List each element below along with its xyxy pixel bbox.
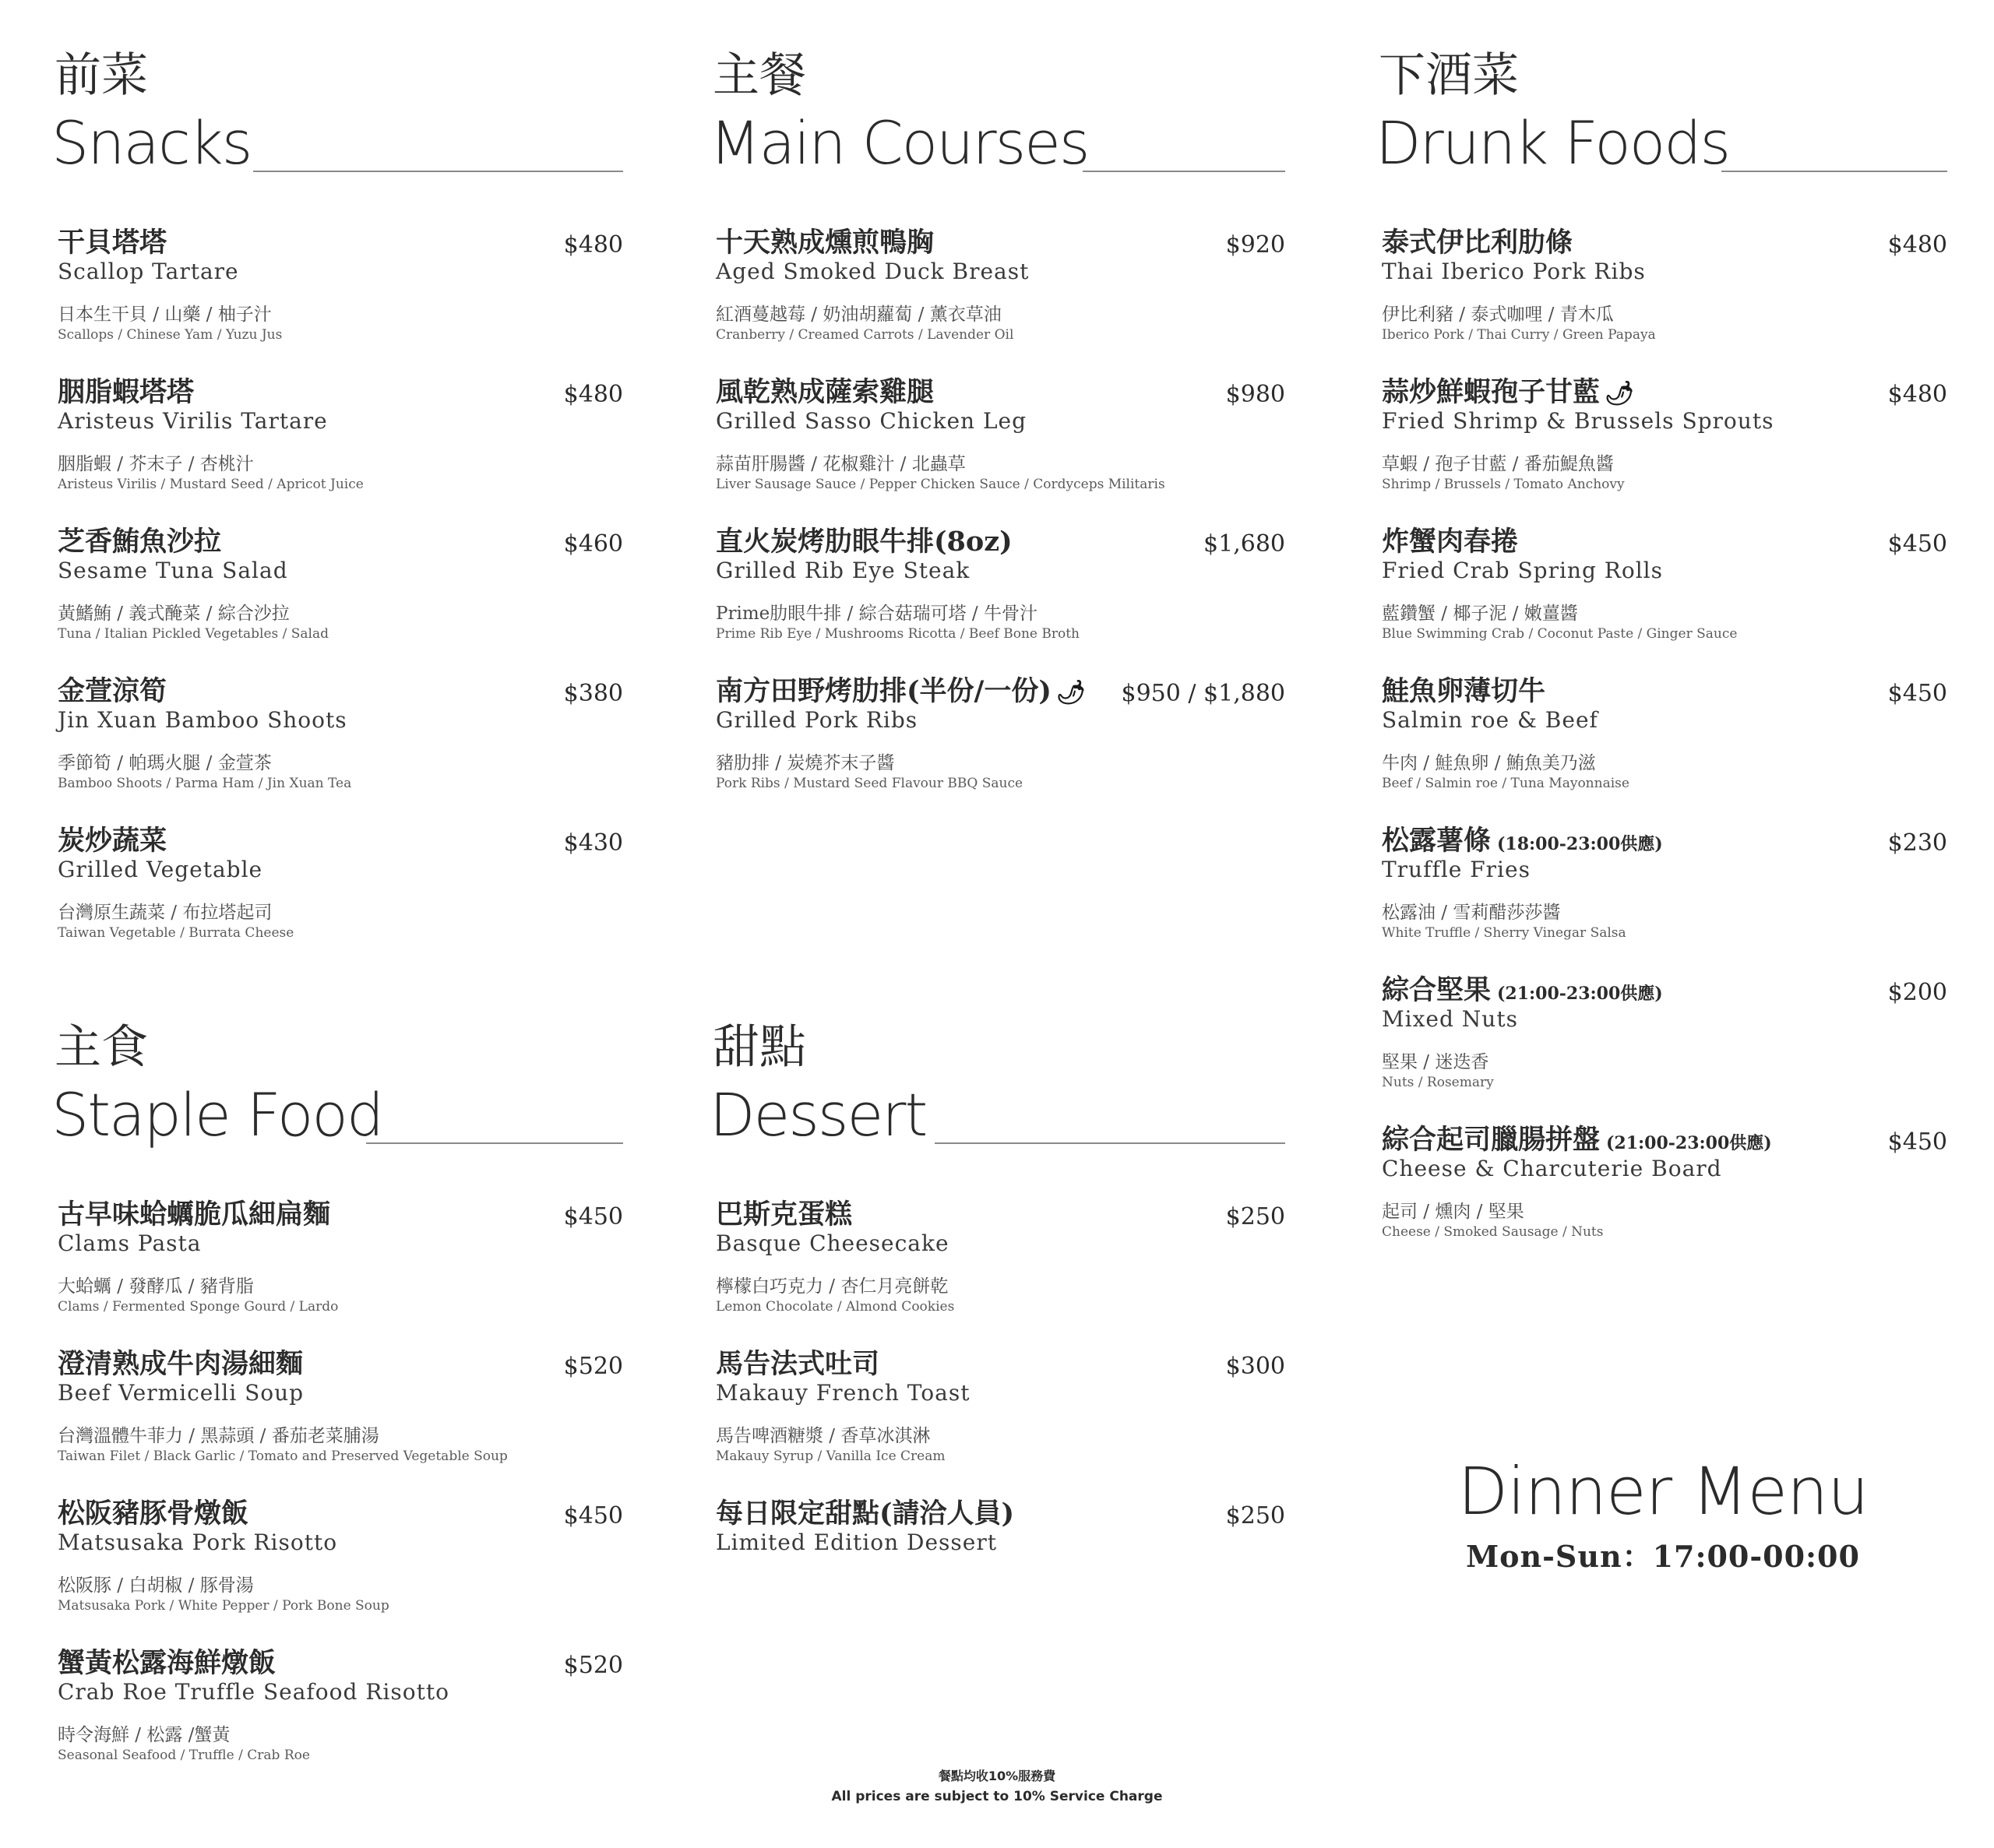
menu-item bbox=[58, 1498, 623, 1648]
ingredients-en: Prime Rib Eye / Mushrooms Ricotta / Beef Bone Broth bbox=[716, 626, 1080, 642]
dish-name-en: Scallop Tartare bbox=[58, 259, 239, 284]
dish-name-zh-text: 金萱涼筍 bbox=[58, 675, 167, 707]
ingredients-zh: 松露油 / 雪莉醋莎莎醬 bbox=[1382, 903, 1561, 923]
service-charge-note-zh: 餐點均收10%服務費 bbox=[938, 1769, 1056, 1783]
serving-time-note: (21:00-23:00供應) bbox=[1497, 984, 1663, 1004]
ingredients-zh: 松阪豚 / 白胡椒 / 豚骨湯 bbox=[58, 1575, 254, 1596]
dish-name-zh bbox=[716, 1199, 852, 1230]
dish-name-zh-text: 炸蟹肉春捲 bbox=[1382, 526, 1519, 558]
dish-name-en: Grilled Pork Ribs bbox=[716, 707, 918, 733]
ingredients-en: Cheese / Smoked Sausage / Nuts bbox=[1382, 1224, 1604, 1240]
dish-name-en: Grilled Sasso Chicken Leg bbox=[716, 408, 1027, 434]
ingredients-en: Clams / Fermented Sponge Gourd / Lardo bbox=[58, 1299, 339, 1315]
ingredients-zh: 草蝦 / 孢子甘藍 / 番茄鯷魚醬 bbox=[1382, 454, 1614, 474]
dish-name-en: Basque Cheesecake bbox=[716, 1230, 949, 1256]
dish-name-zh-text: 古早味蛤蠣脆瓜細扁麵 bbox=[58, 1199, 331, 1230]
dish-name-en: Mixed Nuts bbox=[1382, 1006, 1518, 1032]
section-divider bbox=[253, 171, 623, 172]
ingredients-en: Iberico Pork / Thai Curry / Green Papaya bbox=[1382, 327, 1656, 343]
dish-price: $250 bbox=[1225, 1502, 1285, 1529]
dish-name-en: Aged Smoked Duck Breast bbox=[716, 259, 1030, 284]
dish-name-en: Makauy French Toast bbox=[716, 1380, 971, 1406]
dish-name-zh-text: 松露薯條 bbox=[1382, 825, 1492, 857]
ingredients-zh: 豬肋排 / 炭燒芥末子醬 bbox=[716, 753, 895, 773]
ingredients-en: Seasonal Seafood / Truffle / Crab Roe bbox=[58, 1748, 310, 1763]
menu-item bbox=[716, 1498, 1285, 1648]
menu-item bbox=[58, 377, 623, 526]
menu-item-list bbox=[716, 227, 1285, 825]
dish-name-zh-text: 芝香鮪魚沙拉 bbox=[58, 526, 222, 558]
dish-name-en: Fried Shrimp & Brussels Sprouts bbox=[1382, 408, 1774, 434]
menu-item bbox=[716, 377, 1285, 526]
dish-price: $450 bbox=[1887, 1128, 1947, 1156]
menu-item bbox=[58, 1199, 623, 1349]
menu-item bbox=[716, 676, 1285, 825]
section-title-en: Staple Food bbox=[51, 1080, 383, 1149]
section-staple-food bbox=[51, 1020, 623, 1763]
ingredients-zh: 黃鰭鮪 / 義式醃菜 / 綜合沙拉 bbox=[58, 604, 290, 624]
ingredients-en: Taiwan Vegetable / Burrata Cheese bbox=[58, 925, 294, 941]
dish-price: $200 bbox=[1887, 979, 1947, 1006]
ingredients-en: Taiwan Filet / Black Garlic / Tomato and Preserved Vegetable Soup bbox=[58, 1448, 508, 1464]
dish-name-zh-text: 炭炒蔬菜 bbox=[58, 825, 167, 857]
section-main-courses bbox=[710, 48, 1285, 791]
dish-price: $920 bbox=[1225, 231, 1285, 259]
ingredients-zh: 馬告啤酒糖漿 / 香草冰淇淋 bbox=[716, 1426, 931, 1446]
dish-name-zh bbox=[716, 676, 1086, 709]
section-title-en: Drunk Foods bbox=[1376, 108, 1730, 178]
menu-item bbox=[58, 227, 623, 377]
dish-name-en: Aristeus Virilis Tartare bbox=[58, 408, 328, 434]
dish-price: $950 / $1,880 bbox=[1121, 680, 1285, 707]
ingredients-en: Liver Sausage Sauce / Pepper Chicken Sauce / Cordyceps Militaris bbox=[716, 477, 1165, 492]
dish-name-en: Jin Xuan Bamboo Shoots bbox=[58, 707, 347, 733]
dish-name-zh bbox=[1382, 526, 1518, 558]
chili-pepper-icon: 🌶 bbox=[1605, 380, 1635, 407]
menu-item-list bbox=[58, 227, 623, 975]
dish-name-zh-text: 澄清熟成牛肉湯細麵 bbox=[58, 1348, 304, 1380]
dish-name-zh bbox=[1382, 1125, 1772, 1159]
dish-name-en: Limited Edition Dessert bbox=[716, 1529, 997, 1555]
dish-name-zh bbox=[716, 1498, 1014, 1529]
dish-name-zh bbox=[1382, 377, 1634, 410]
menu-item-list bbox=[716, 1199, 1285, 1648]
dish-name-en: Fried Crab Spring Rolls bbox=[1382, 558, 1664, 583]
dish-name-zh bbox=[1382, 825, 1663, 860]
dish-name-zh-text: 蒜炒鮮蝦孢子甘藍 bbox=[1382, 376, 1601, 408]
section-snacks bbox=[51, 48, 623, 941]
menu-item-list bbox=[58, 1199, 623, 1797]
ingredients-zh: 起司 / 燻肉 / 堅果 bbox=[1382, 1202, 1524, 1222]
dish-name-zh bbox=[58, 227, 167, 259]
dish-name-zh-text: 馬告法式吐司 bbox=[716, 1348, 880, 1380]
dish-price: $300 bbox=[1225, 1353, 1285, 1380]
section-title-zh: 主食 bbox=[55, 1020, 148, 1075]
dish-name-zh-text: 直火炭烤肋眼牛排(8oz) bbox=[716, 526, 1013, 558]
menu-item bbox=[716, 526, 1285, 676]
dish-name-zh-text: 蟹黃松露海鮮燉飯 bbox=[58, 1647, 277, 1679]
section-title-zh: 甜點 bbox=[713, 1020, 806, 1075]
dish-name-zh bbox=[58, 1199, 330, 1230]
chili-pepper-icon: 🌶 bbox=[1055, 679, 1086, 706]
ingredients-en: Matsusaka Pork / White Pepper / Pork Bone Soup bbox=[58, 1598, 389, 1614]
dish-price: $460 bbox=[563, 530, 623, 558]
dish-name-zh-text: 巴斯克蛋糕 bbox=[716, 1199, 853, 1230]
dish-name-zh bbox=[58, 825, 167, 857]
menu-item bbox=[716, 1349, 1285, 1498]
section-drunk-foods bbox=[1376, 48, 1947, 1240]
ingredients-en: White Truffle / Sherry Vinegar Salsa bbox=[1382, 925, 1626, 941]
menu-item bbox=[58, 825, 623, 975]
ingredients-zh: 堅果 / 迷迭香 bbox=[1382, 1052, 1489, 1072]
ingredients-zh: 蒜苗肝腸醬 / 花椒雞汁 / 北蟲草 bbox=[716, 454, 966, 474]
serving-time-note: (21:00-23:00供應) bbox=[1606, 1133, 1772, 1153]
dish-price: $380 bbox=[563, 680, 623, 707]
ingredients-en: Shrimp / Brussels / Tomato Anchovy bbox=[1382, 477, 1625, 492]
section-title-zh: 主餐 bbox=[713, 48, 806, 103]
ingredients-zh: 紅酒蔓越莓 / 奶油胡蘿蔔 / 薰衣草油 bbox=[716, 304, 1002, 325]
section-divider bbox=[935, 1142, 1285, 1144]
dish-price: $230 bbox=[1887, 829, 1947, 857]
menu-item bbox=[1382, 377, 1947, 526]
menu-item bbox=[716, 227, 1285, 377]
dish-name-zh-text: 南方田野烤肋排(半份/一份) bbox=[716, 675, 1052, 707]
ingredients-en: Nuts / Rosemary bbox=[1382, 1075, 1494, 1090]
ingredients-en: Aristeus Virilis / Mustard Seed / Apricot Juice bbox=[58, 477, 364, 492]
section-title-en: Snacks bbox=[51, 108, 252, 178]
dish-name-zh bbox=[716, 1349, 879, 1380]
section-title-en: Dessert bbox=[710, 1080, 927, 1149]
dish-price: $1,680 bbox=[1203, 530, 1285, 558]
dish-name-en: Beef Vermicelli Soup bbox=[58, 1380, 305, 1406]
dish-price: $450 bbox=[563, 1203, 623, 1230]
ingredients-zh: 藍鑽蟹 / 椰子泥 / 嫩薑醬 bbox=[1382, 604, 1578, 624]
dish-price: $450 bbox=[563, 1502, 623, 1529]
ingredients-en: Makauy Syrup / Vanilla Ice Cream bbox=[716, 1448, 946, 1464]
dish-name-zh-text: 胭脂蝦塔塔 bbox=[58, 376, 195, 408]
dish-name-zh-text: 松阪豬豚骨燉飯 bbox=[58, 1498, 249, 1529]
section-dessert bbox=[710, 1020, 1285, 1555]
ingredients-en: Pork Ribs / Mustard Seed Flavour BBQ Sauce bbox=[716, 776, 1023, 791]
dish-name-zh-text: 鮭魚卵薄切牛 bbox=[1382, 675, 1546, 707]
menu-item bbox=[1382, 1125, 1947, 1274]
serving-time-note: (18:00-23:00供應) bbox=[1497, 834, 1663, 854]
dish-price: $450 bbox=[1887, 680, 1947, 707]
dish-name-zh-text: 干貝塔塔 bbox=[58, 227, 167, 259]
dish-name-zh bbox=[58, 1648, 276, 1679]
menu-item bbox=[58, 526, 623, 676]
dish-price: $520 bbox=[563, 1652, 623, 1679]
dish-name-zh bbox=[58, 526, 221, 558]
dish-name-zh bbox=[716, 227, 934, 259]
menu-item bbox=[1382, 227, 1947, 377]
dish-price: $480 bbox=[563, 381, 623, 408]
ingredients-en: Scallops / Chinese Yam / Yuzu Jus bbox=[58, 327, 283, 343]
ingredients-en: Blue Swimming Crab / Coconut Paste / Ginger Sauce bbox=[1382, 626, 1738, 642]
ingredients-en: Lemon Chocolate / Almond Cookies bbox=[716, 1299, 955, 1315]
dish-name-en: Thai Iberico Pork Ribs bbox=[1382, 259, 1646, 284]
dish-price: $480 bbox=[1887, 231, 1947, 259]
dish-name-zh bbox=[58, 676, 167, 707]
dish-name-zh bbox=[58, 1498, 248, 1529]
menu-item bbox=[716, 1199, 1285, 1349]
ingredients-en: Tuna / Italian Pickled Vegetables / Salad bbox=[58, 626, 329, 642]
dish-name-zh bbox=[1382, 975, 1663, 1009]
dish-name-zh bbox=[716, 526, 1013, 558]
ingredients-zh: 台灣原生蔬菜 / 布拉塔起司 bbox=[58, 903, 273, 923]
dinner-menu-title: Dinner Menu bbox=[1457, 1453, 1869, 1529]
ingredients-zh: Prime肋眼牛排 / 綜合菇瑞可塔 / 牛骨汁 bbox=[716, 604, 1038, 624]
section-divider bbox=[366, 1142, 623, 1144]
dish-price: $250 bbox=[1225, 1203, 1285, 1230]
dish-name-zh-text: 風乾熟成薩索雞腿 bbox=[716, 376, 935, 408]
ingredients-en: Beef / Salmin roe / Tuna Mayonnaise bbox=[1382, 776, 1629, 791]
ingredients-zh: 日本生干貝 / 山藥 / 柚子汁 bbox=[58, 304, 272, 325]
ingredients-zh: 季節筍 / 帕瑪火腿 / 金萱茶 bbox=[58, 753, 272, 773]
dish-name-en: Grilled Rib Eye Steak bbox=[716, 558, 971, 583]
section-title-zh: 下酒菜 bbox=[1379, 48, 1519, 103]
ingredients-zh: 大蛤蠣 / 發酵瓜 / 豬背脂 bbox=[58, 1276, 254, 1297]
menu-item bbox=[58, 1349, 623, 1498]
ingredients-zh: 牛肉 / 鮭魚卵 / 鮪魚美乃滋 bbox=[1382, 753, 1596, 773]
dish-name-zh-text: 泰式伊比利肋條 bbox=[1382, 227, 1573, 259]
dish-name-zh bbox=[58, 377, 194, 408]
dish-name-zh-text: 綜合起司臘腸拼盤 bbox=[1382, 1124, 1601, 1156]
ingredients-zh: 胭脂蝦 / 芥末子 / 杏桃汁 bbox=[58, 454, 254, 474]
menu-item-list bbox=[1382, 227, 1947, 1274]
menu-item bbox=[1382, 526, 1947, 676]
ingredients-en: Cranberry / Creamed Carrots / Lavender Oil bbox=[716, 327, 1014, 343]
dish-price: $450 bbox=[1887, 530, 1947, 558]
dish-name-zh bbox=[1382, 227, 1573, 259]
menu-item bbox=[1382, 825, 1947, 975]
dish-name-en: Sesame Tuna Salad bbox=[58, 558, 288, 583]
dish-price: $480 bbox=[1887, 381, 1947, 408]
dish-name-zh-text: 綜合堅果 bbox=[1382, 974, 1492, 1006]
dish-name-zh-text: 每日限定甜點(請洽人員) bbox=[716, 1498, 1015, 1529]
dish-price: $480 bbox=[563, 231, 623, 259]
dish-name-zh bbox=[58, 1349, 303, 1380]
dish-name-en: Truffle Fries bbox=[1382, 857, 1531, 882]
ingredients-zh: 時令海鮮 / 松露 /蟹黃 bbox=[58, 1725, 231, 1745]
service-charge-note-en: All prices are subject to 10% Service Charge bbox=[831, 1789, 1163, 1804]
opening-hours: Mon-Sun：17:00-00:00 bbox=[1466, 1539, 1860, 1574]
dish-name-zh-text: 十天熟成燻煎鴨胸 bbox=[716, 227, 935, 259]
dish-price: $520 bbox=[563, 1353, 623, 1380]
dish-name-en: Clams Pasta bbox=[58, 1230, 202, 1256]
section-divider bbox=[1721, 171, 1947, 172]
menu-item bbox=[58, 676, 623, 825]
dish-name-en: Matsusaka Pork Risotto bbox=[58, 1529, 338, 1555]
dish-name-en: Grilled Vegetable bbox=[58, 857, 263, 882]
ingredients-zh: 台灣溫體牛菲力 / 黑蒜頭 / 番茄老菜脯湯 bbox=[58, 1426, 379, 1446]
section-divider bbox=[1083, 171, 1285, 172]
dish-name-en: Crab Roe Truffle Seafood Risotto bbox=[58, 1679, 449, 1705]
menu-item bbox=[1382, 975, 1947, 1125]
section-title-zh: 前菜 bbox=[55, 48, 148, 103]
section-title-en: Main Courses bbox=[710, 108, 1089, 178]
dish-name-zh bbox=[716, 377, 934, 408]
dish-name-en: Cheese & Charcuterie Board bbox=[1382, 1156, 1722, 1181]
ingredients-zh: 伊比利豬 / 泰式咖哩 / 青木瓜 bbox=[1382, 304, 1614, 325]
dish-price: $980 bbox=[1225, 381, 1285, 408]
ingredients-zh: 檸檬白巧克力 / 杏仁月亮餅乾 bbox=[716, 1276, 949, 1297]
dish-name-en: Salmin roe & Beef bbox=[1382, 707, 1598, 733]
ingredients-en: Bamboo Shoots / Parma Ham / Jin Xuan Tea bbox=[58, 776, 352, 791]
dish-price: $430 bbox=[563, 829, 623, 857]
dish-name-zh bbox=[1382, 676, 1545, 707]
menu-item bbox=[1382, 676, 1947, 825]
